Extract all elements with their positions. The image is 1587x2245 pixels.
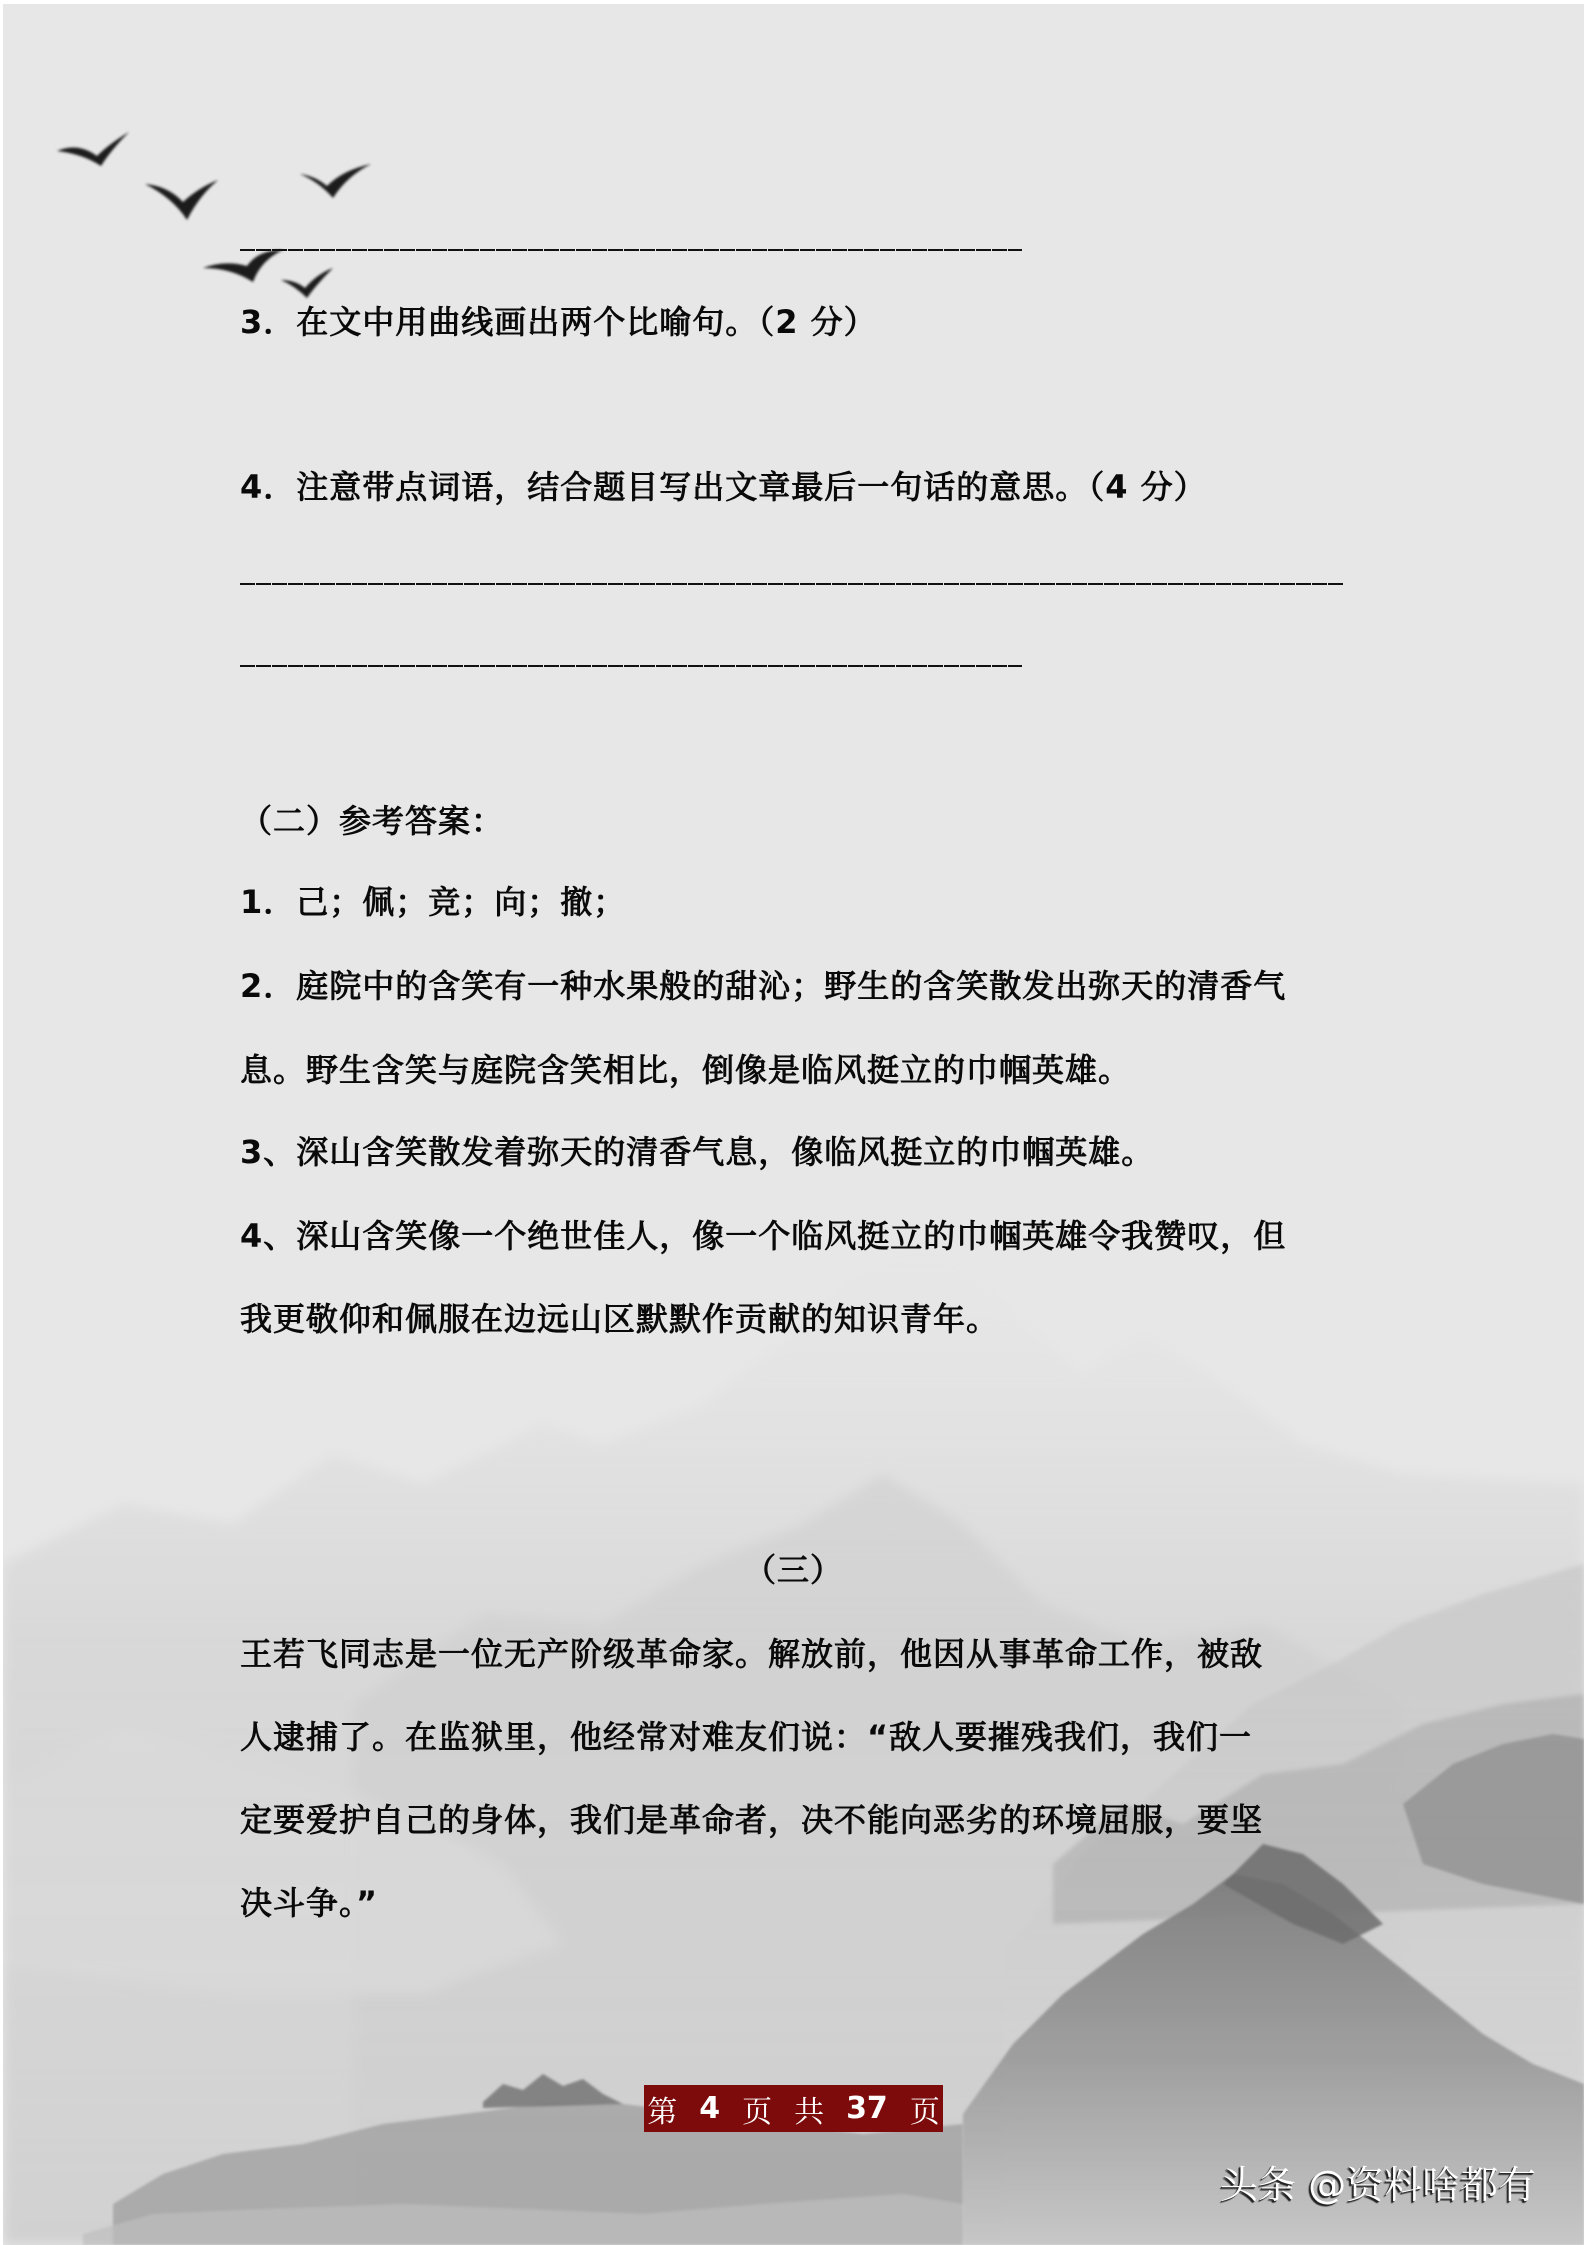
document-page xyxy=(3,4,1584,2245)
page-number-badge xyxy=(644,2085,943,2132)
total-prefix: 共 xyxy=(794,2094,825,2130)
answer-line: 息。野生含笑与庭院含笑相比，倒像是临风挺立的巾帼英雄。 xyxy=(240,1051,1132,1089)
passage-line: 王若飞同志是一位无产阶级革命家。解放前，他因从事革命工作，被敌 xyxy=(240,1635,1264,1673)
passage-line: 人逮捕了。在监狱里，他经常对难友们说：“敌人要摧残我们，我们一 xyxy=(240,1718,1253,1756)
passage-line: 决斗争。” xyxy=(240,1884,379,1922)
section-three-heading: （三） xyxy=(743,1551,843,1589)
answer-line: 4、深山含笑像一个绝世佳人，像一个临风挺立的巾帼英雄令我赞叹，但 xyxy=(240,1217,1287,1255)
answer-line: 2．庭院中的含笑有一种水果般的甜沁；野生的含笑散发出弥天的清香气 xyxy=(240,967,1287,1005)
question-4: 4．注意带点词语，结合题目写出文章最后一句话的意思。（4 分） xyxy=(240,468,1207,506)
answer-line-short xyxy=(240,665,1022,667)
passage-line: 定要爱护自己的身体，我们是革命者，决不能向恶劣的环境屈服，要坚 xyxy=(240,1801,1264,1839)
answer-line-long xyxy=(240,583,1344,585)
answer-line: 我更敬仰和佩服在边远山区默默作贡献的知识青年。 xyxy=(240,1300,1000,1338)
source-watermark: 头条 @资料啥都有 xyxy=(1220,2163,1537,2207)
total-pages: 37 xyxy=(846,2091,888,2126)
answer-line: 3、深山含笑散发着弥天的清香气息，像临风挺立的巾帼英雄。 xyxy=(240,1133,1155,1171)
current-page: 4 xyxy=(699,2091,721,2126)
page-mid: 页 xyxy=(742,2094,773,2130)
page-prefix: 第 xyxy=(647,2094,678,2130)
page-suffix: 页 xyxy=(909,2094,940,2130)
answers-heading: （二）参考答案： xyxy=(240,802,505,840)
answer-line-top xyxy=(240,249,1022,251)
question-3: 3．在文中用曲线画出两个比喻句。（2 分） xyxy=(240,303,877,341)
answer-line: 1．己；佩；竞；向；撤； xyxy=(240,883,627,921)
flying-birds-icon xyxy=(57,132,371,298)
